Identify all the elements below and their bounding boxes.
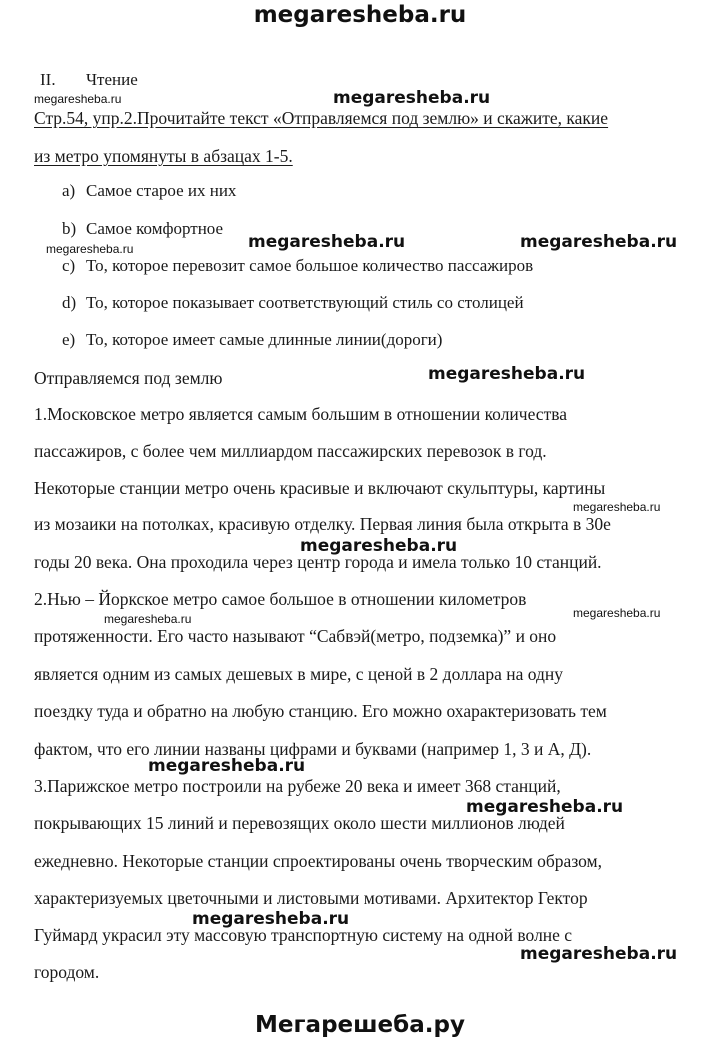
option-letter: a) (62, 181, 76, 200)
option-e (62, 330, 442, 350)
article-line: 2.Нью – Йоркское метро самое большое в отношении километров (34, 589, 527, 609)
option-d (62, 293, 524, 313)
article-line: характеризуемых цветочными и листовыми мотивами. Архитектор Гектор (34, 888, 588, 908)
watermark-big: megaresheba.ru (520, 944, 678, 964)
article-line: 3.Парижское метро построили на рубеже 20 века и имеет 368 станций, (34, 776, 561, 796)
article-line: является одним из самых дешевых в мире, с ценой в 2 доллара на одну (34, 664, 563, 684)
watermark-big: megaresheba.ru (192, 909, 350, 929)
article-line: Некоторые станции метро очень красивые и включают скульптуры, картины (34, 478, 606, 498)
article-line: ежедневно. Некоторые станции спроектированы очень творческим образом, (34, 851, 602, 871)
site-footer: Мегарешеба.ру (255, 1012, 465, 1038)
article-line: 1.Московское метро является самым большим в отношении количества (34, 404, 568, 424)
watermark-small: megaresheba.ru (34, 92, 122, 106)
watermark-big: megaresheba.ru (466, 797, 624, 817)
article-line: фактом, что его линии названы цифрами и буквами (например 1, 3 и А, Д). (34, 739, 592, 759)
watermark-big: megaresheba.ru (248, 232, 406, 252)
article-line: поездку туда и обратно на любую станцию. Его можно охарактеризовать тем (34, 701, 607, 721)
article-line: из мозаики на потолках, красивую отделку. Первая линия была открыта в 30е (34, 514, 611, 534)
article-line: пассажиров, с более чем миллиардом пассажирских перевозок в год. (34, 441, 547, 461)
option-letter: b) (62, 219, 77, 238)
article-line: городом. (34, 962, 100, 982)
section-title: Чтение (86, 70, 138, 89)
option-letter: d) (62, 293, 77, 312)
option-c (62, 256, 533, 276)
watermark-small: megaresheba.ru (104, 612, 192, 626)
option-b (62, 219, 223, 239)
watermark-big: megaresheba.ru (148, 756, 306, 776)
watermark-big: megaresheba.ru (333, 88, 491, 108)
option-a (62, 181, 236, 201)
section-number: II. (40, 70, 56, 89)
option-text: Самое старое их них (86, 181, 237, 200)
section-heading (40, 70, 138, 90)
task-line-1: Стр.54, упр.2.Прочитайте текст «Отправляемся под землю» и скажите, какие (34, 108, 609, 128)
article-line: покрывающих 15 линий и перевозящих около шести миллионов людей (34, 813, 565, 833)
option-letter: c) (62, 256, 76, 275)
watermark-big: megaresheba.ru (428, 364, 586, 384)
article-title: Отправляемся под землю (34, 368, 223, 388)
article-line: Гуймард украсил эту массовую транспортную систему на одной волне с (34, 925, 573, 945)
article-line: годы 20 века. Она проходила через центр города и имела только 10 станций. (34, 552, 602, 572)
watermark-small: megaresheba.ru (46, 242, 134, 256)
watermark-small: megaresheba.ru (573, 606, 661, 620)
watermark-small: megaresheba.ru (573, 500, 661, 514)
option-text: То, которое перевозит самое большое количество пассажиров (86, 256, 534, 275)
watermark-big: megaresheba.ru (520, 232, 678, 252)
option-letter: e) (62, 330, 76, 349)
option-text: Самое комфортное (86, 219, 224, 238)
option-text: То, которое имеет самые длинные линии(дороги) (86, 330, 443, 349)
article-line: протяженности. Его часто называют “Сабвэй(метро, подземка)” и оно (34, 626, 557, 646)
watermark-big: megaresheba.ru (300, 536, 458, 556)
task-line-2: из метро упомянуты в абзацах 1-5. (34, 146, 293, 166)
site-header: megaresheba.ru (253, 2, 467, 28)
option-text: То, которое показывает соответствующий стиль со столицей (86, 293, 524, 312)
